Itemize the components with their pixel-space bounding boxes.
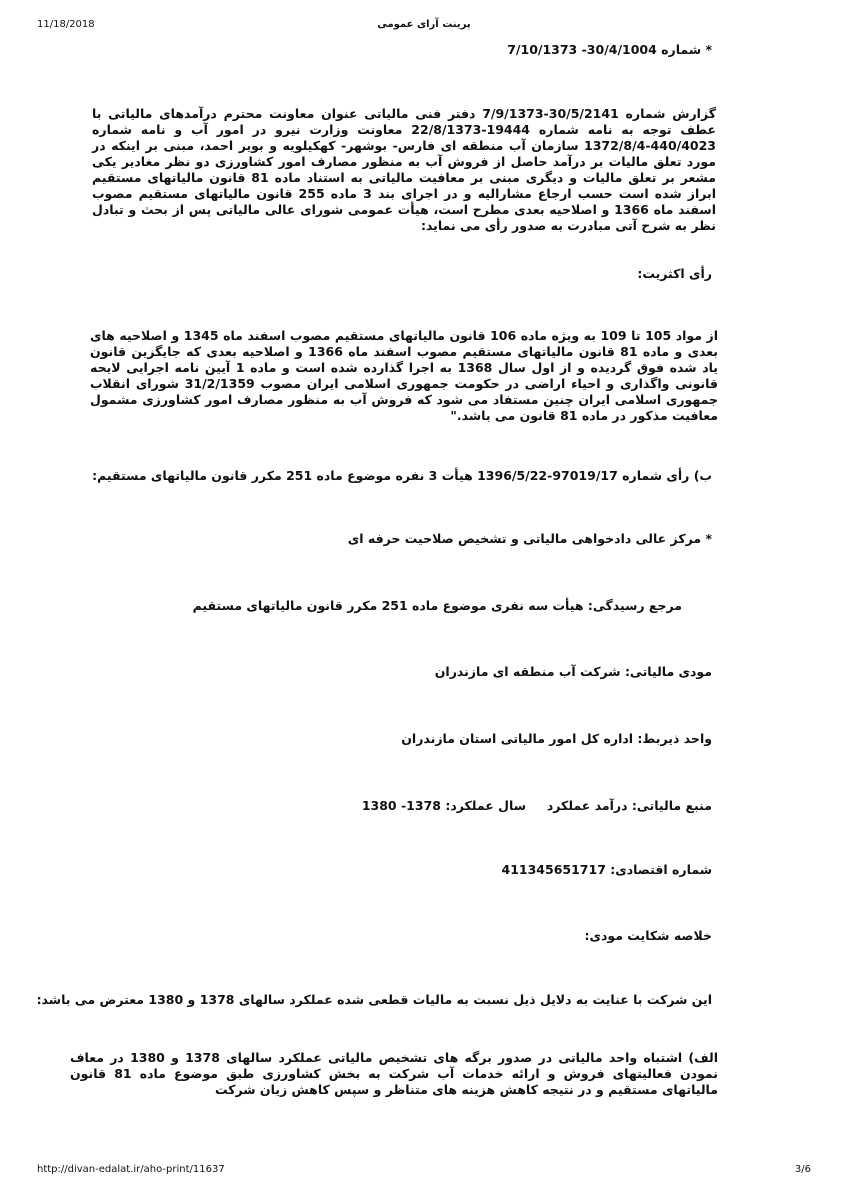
taxpayer-name: مودی مالیاتی: شرکت آب منطقه ای مازندران bbox=[434, 664, 712, 679]
complaint-summary-label: خلاصه شکایت مودی: bbox=[584, 928, 712, 943]
performance-year: سال عملکرد: 1378- 1380 bbox=[361, 798, 526, 813]
economic-number: شماره اقتصادی: 411345651717 bbox=[501, 862, 712, 877]
complaint-intro: این شرکت با عنایت به دلایل ذیل نسبت به مالیات قطعی شده عملکرد سالهای 1378 و 1380 معترض می باشد: bbox=[36, 992, 712, 1007]
related-unit: واحد ذیربط: اداره کل امور مالیاتی استان مازندران bbox=[401, 731, 712, 746]
paragraph-report: گزارش شماره 30/5/2141-7/9/1373 دفتر فنی مالیاتی عنوان معاونت محترم درآمدهای مالیاتی با عطف توجه به نامه شماره 19444-22/8/1373 معاونت وزارت نیرو در امور آب و نامه شماره 440/4023-1372/8/4 سازمان آب منطقه ای فارس- بوشهر- کهکیلویه و بویر احمد، مبنی بر اینکه در مورد تعلق مالیات بر درآمد حاصل از فروش آب به منظور مصارف امور کشاورزی دو نظر مغادیر یکی مشعر بر تعلق مالیات و دیگری مبنی بر معافیت مالیاتی به استناد ماده 81 قانون مالیاتهای مستقیم ابراز شده است حسب ارجاع مشارالیه و در اجرای بند 3 ماده 255 قانون مالیاتهای مستقیم مصوب اسفند ماه 1366 و اصلاحیه بعدی مطرح است، هیأت عمومی شورای عالی مالیاتی پس از بحث و تبادل نظر به شرح آتی مبادرت به صدور رأی می نماید: bbox=[92, 106, 717, 233]
majority-opinion-label: رأی اکثریت: bbox=[637, 266, 712, 281]
tax-center-line: * مرکز عالی دادخواهی مالیاتی و تشخیص صلاحیت حرفه ای bbox=[347, 531, 712, 546]
footer-url: http://divan-edalat.ir/aho-print/11637 bbox=[37, 1164, 225, 1175]
section-b-heading: ب) رأی شماره 97019/17-1396/5/22 هیأت 3 نفره موضوع ماده 251 مکرر قانون مالیاتهای مستقیم: bbox=[92, 468, 712, 483]
page-header-title: پرینت آرای عمومی bbox=[377, 19, 471, 30]
print-date: 11/18/2018 bbox=[37, 19, 95, 30]
complaint-item-a: الف) اشتباه واحد مالیاتی در صدور برگه های تشخیص مالیاتی عملکرد سالهای 1378 و 1380 در معاف نمودن فعالیتهای فروش و ارائه خدمات آب شرکت به بخش کشاورزی طبق موضوع ماده 81 قانون مالیاتهای مستقیم و در نتیجه کاهش هزینه های متناظر و سپس کاهش زیان شرکت bbox=[70, 1050, 718, 1097]
document-reference-number: * شماره 30/4/1004- 7/10/1373 bbox=[507, 42, 712, 57]
reference-authority: مرجع رسیدگی: هیأت سه نفری موضوع ماده 251 مکرر قانون مالیاتهای مستقیم bbox=[192, 598, 682, 613]
paragraph-majority-opinion: از مواد 105 تا 109 به ویژه ماده 106 قانون مالیاتهای مستقیم مصوب اسفند ماه 1345 و اصلاحیه های بعدی و ماده 81 قانون مالیاتهای مستقیم مصوب اسفند ماه 1366 و اصلاحیه بعدی که جایگزین قانون یاد شده فوق گردیده و از اول سال 1368 به اجرا گذارده شده است و ماده 1 آیین نامه اجرایی لایحه قانونی واگذاری و احیاء اراضی در حکومت جمهوری اسلامی ایران مصوب 31/2/1359 شورای انقلاب جمهوری اسلامی ایران چنین مستفاد می شود که فروش آب به منظور مصارف امور کشاورزی مشمول معافیت مذکور در ماده 81 قانون می باشد." bbox=[90, 328, 719, 423]
tax-source: منبع مالیاتی: درآمد عملکرد bbox=[546, 798, 712, 813]
page-number: 3/6 bbox=[794, 1164, 811, 1175]
